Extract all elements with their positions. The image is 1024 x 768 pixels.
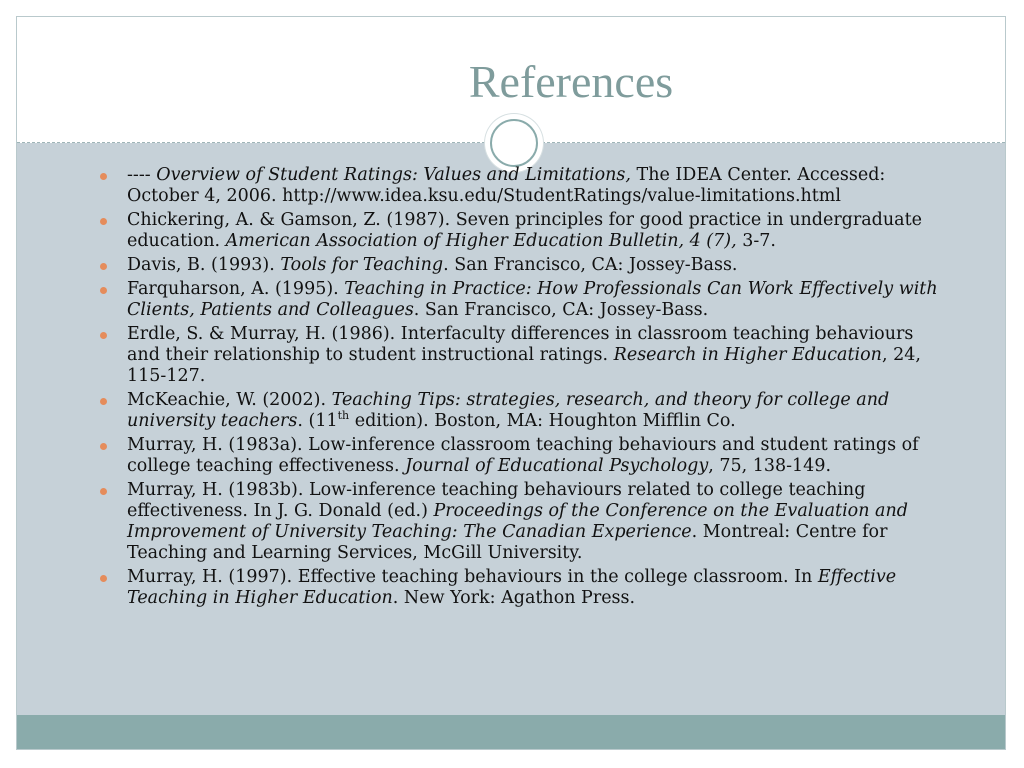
- reference-text: edition). Boston, MA: Houghton Mifflin Co.: [349, 411, 736, 431]
- slide-title: References: [468, 56, 674, 107]
- bullet-icon: [100, 488, 107, 495]
- reference-text: . San Francisco, CA: Jossey-Bass.: [443, 255, 738, 275]
- reference-text: . Montreal: Centre for Teaching and Learning Services, McGill University.: [127, 522, 888, 563]
- reference-superscript: th: [337, 409, 350, 423]
- divider-circle-icon: [485, 114, 543, 172]
- reference-list: [100, 165, 940, 612]
- footer-bar: [17, 715, 1005, 749]
- reference-text: Murray, H. (1983b). Low-inference teaching behaviours related to college teaching effectiveness. In J. G. Donald (ed.): [127, 480, 866, 521]
- divider-circle-ring: [490, 119, 538, 167]
- reference-item: [100, 165, 940, 207]
- reference-text: Chickering, A. & Gamson, Z. (1987). Seven principles for good practice in undergraduate education.: [127, 210, 922, 251]
- reference-text: ----: [127, 165, 157, 185]
- bullet-icon: [100, 443, 107, 450]
- bullet-icon: [100, 173, 107, 180]
- reference-item: [100, 567, 940, 609]
- reference-text: . New York: Agathon Press.: [392, 588, 636, 608]
- reference-text: . San Francisco, CA: Jossey-Bass.: [413, 300, 709, 320]
- reference-item: [100, 210, 940, 252]
- bullet-icon: [100, 398, 107, 405]
- bullet-icon: [100, 287, 107, 294]
- reference-title: Tools for Teaching: [280, 255, 444, 275]
- reference-item: [100, 279, 940, 321]
- reference-title: Proceedings of the Conference on the Evaluation and Improvement of University Teaching: The Canadian Experience: [127, 501, 908, 542]
- reference-text: Farquharson, A. (1995).: [127, 279, 345, 299]
- bullet-icon: [100, 263, 107, 270]
- reference-text: Erdle, S. & Murray, H. (1986). Interfaculty differences in classroom teaching behaviours and their relationship to student instructional ratings.: [127, 324, 914, 365]
- reference-title: Research in Higher Education: [613, 345, 882, 365]
- reference-title: Teaching in Practice: How Professionals Can Work Effectively with Clients, Patients and Colleagues: [127, 279, 938, 320]
- reference-title: Journal of Educational Psychology: [405, 456, 709, 476]
- reference-title: Overview of Student Ratings: Values and Limitations,: [156, 165, 631, 185]
- reference-title: Effective Teaching in Higher Education: [127, 567, 897, 608]
- reference-text: . (11: [297, 411, 338, 431]
- reference-title: American Association of Higher Education Bulletin, 4 (7),: [225, 231, 737, 251]
- reference-text: Davis, B. (1993).: [127, 255, 281, 275]
- reference-text: , 75, 138-149.: [708, 456, 832, 476]
- reference-text: 3-7.: [736, 231, 776, 251]
- bullet-icon: [100, 218, 107, 225]
- bullet-icon: [100, 575, 107, 582]
- reference-text: The IDEA Center. Accessed: October 4, 2006. http://www.idea.ksu.edu/StudentRatings/value-limitations.html: [127, 165, 886, 206]
- reference-item: [100, 255, 940, 276]
- reference-text: McKeachie, W. (2002).: [127, 390, 332, 410]
- reference-title: Teaching Tips: strategies, research, and theory for college and university teachers: [127, 390, 890, 431]
- reference-item: [100, 324, 940, 387]
- reference-text: Murray, H. (1997). Effective teaching behaviours in the college classroom. In: [127, 567, 818, 587]
- reference-text: Murray, H. (1983a). Low-inference classroom teaching behaviours and student ratings of college teaching effectiveness.: [127, 435, 919, 476]
- reference-item: [100, 435, 940, 477]
- bullet-icon: [100, 332, 107, 339]
- reference-item: [100, 390, 940, 432]
- reference-item: [100, 480, 940, 564]
- reference-text: , 24, 115-127.: [127, 345, 921, 386]
